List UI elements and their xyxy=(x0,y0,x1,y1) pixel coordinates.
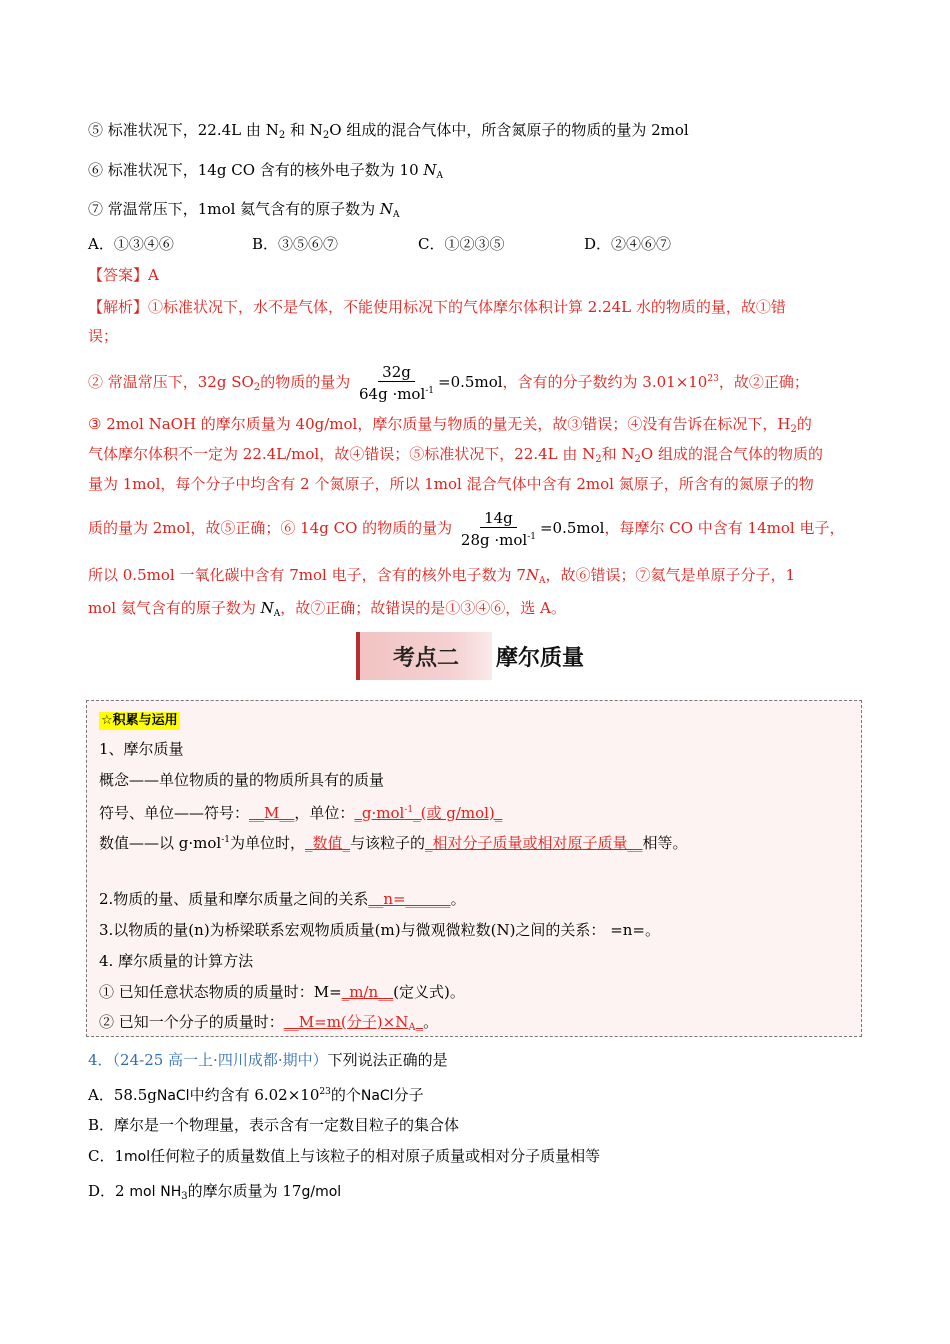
option-d[interactable]: D．②④⑥⑦ xyxy=(584,235,672,253)
knowledge-line-2: 概念——单位物质的量的物质所具有的质量 xyxy=(99,771,385,789)
analysis-line-2: 误； xyxy=(88,327,119,345)
question-source: （24-25 高一上·四川成都·期中） xyxy=(112,1051,328,1069)
analysis-line-4: ③ 2mol NaOH 的摩尔质量为 40g/mol，摩尔质量与物质的量无关，故③错误；④没有告诉在标况下，$H_2$的 xyxy=(88,415,812,435)
answer-options xyxy=(88,233,788,255)
knowledge-line-4: 数值——以 g·mol$^{-1}$为单位时，_数值_与该粒子的_相对分子质量或相对原子质量__相等。 xyxy=(99,834,688,852)
knowledge-line-9: ② 已知一个分子的质量时：__M=m(分子)$\times N_A\_$。 xyxy=(99,1013,439,1033)
fraction-so2: $\frac{32g}{64g \cdot mol^{-1}}$ xyxy=(358,363,435,403)
fraction-co: $\frac{14g}{28g \cdot mol^{-1}}$ xyxy=(460,509,536,549)
analysis-line-6: 量为 1mol，每个分子中均含有 2 个氮原子，所以 1mol 混合气体中含有 2mol 氮原子，所含有的氮原子的物 xyxy=(88,475,814,493)
question-item-7: ⑦ 常温常压下，1mol 氦气含有的原子数为 $N_A$ xyxy=(88,200,400,220)
answer-line: 【答案】A xyxy=(88,266,159,284)
knowledge-line-8: ① 已知任意状态物质的质量时：M=_m/n__(定义式)。 xyxy=(99,983,465,1001)
knowledge-line-7: 4. 摩尔质量的计算方法 xyxy=(99,952,254,970)
q4-option-b[interactable]: B．摩尔是一个物理量，表示含有一定数目粒子的集合体 xyxy=(88,1116,460,1134)
option-b[interactable]: B．③⑤⑥⑦ xyxy=(252,235,339,253)
section-badge: 考点二 xyxy=(356,632,492,680)
knowledge-box xyxy=(86,700,862,1037)
question-4-stem: 4．（24-25 高一上·四川成都·期中）下列说法正确的是 xyxy=(88,1051,448,1069)
analysis-line-1: 【解析】①标准状况下，水不是气体，不能使用标况下的气体摩尔体积计算 2.24L 水的物质的量，故①错 xyxy=(88,298,786,316)
option-a[interactable]: A．①③④⑥ xyxy=(88,235,174,253)
analysis-line-5: 气体摩尔体积不一定为 22.4L/mol，故④错误；⑤标准状况下，22.4L 由 $N_2$和 $N_2O$ 组成的混合气体的物质的 xyxy=(88,445,823,465)
analysis-line-9: mol 氦气含有的原子数为 $N_A$，故⑦正确；故错误的是①③④⑥，选 A。 xyxy=(88,599,566,619)
analysis-line-7: 质的量为 2mol，故⑤正确；⑥ 14g CO 的物质的量为 $\frac{14g}{28g \cdot mol^{-1}}$ =0.5mol，每摩尔 CO 中含有 14mol 电子， xyxy=(88,509,845,549)
knowledge-line-1: 1、摩尔质量 xyxy=(99,740,184,758)
option-c[interactable]: C．①②③⑤ xyxy=(418,235,505,253)
analysis-line-3: ② 常温常压下，32g $SO_2$的物质的量为 $\frac{32g}{64g \cdot mol^{-1}}$ =0.5mol，含有的分子数约为 $3.01\times 10^{23}$，故②正确； xyxy=(88,363,809,403)
knowledge-line-6: 3.以物质的量(n)为桥梁联系宏观物质质量(m)与微观微粒数(N)之间的关系： =n=。 xyxy=(99,921,661,939)
question-item-5: ⑤ 标准状况下，22.4L 由 $N_2$ 和 $N_2O$ 组成的混合气体中，所含氮原子的物质的量为 2mol xyxy=(88,121,689,141)
knowledge-line-5: 2.物质的量、质量和摩尔质量之间的关系__n=______。 xyxy=(99,890,466,908)
knowledge-line-3: 符号、单位——符号：__M__，单位：_g·mol$^{-1}$_(或 g/mol)_ xyxy=(99,804,503,822)
question-item-6: ⑥ 标准状况下，14g CO 含有的核外电子数为 10 $N_A$ xyxy=(88,161,444,181)
q4-option-a[interactable]: A．58.5gNaCl中约含有 $6.02\times 10^{23}$的个NaCl分子 xyxy=(88,1086,424,1104)
section-banner xyxy=(356,632,616,680)
knowledge-tag: ☆积累与运用 xyxy=(101,713,178,728)
section-title: 摩尔质量 xyxy=(496,645,585,671)
q4-option-d[interactable]: D．2 mol $NH_3$的摩尔质量为 17g/mol xyxy=(88,1182,342,1202)
analysis-line-8: 所以 0.5mol 一氧化碳中含有 7mol 电子，含有的核外电子数为 $7N_A$，故⑥错误；⑦氦气是单原子分子，1 xyxy=(88,566,796,586)
q4-option-c[interactable]: C．1mol任何粒子的质量数值上与该粒子的相对原子质量或相对分子质量相等 xyxy=(88,1147,601,1165)
